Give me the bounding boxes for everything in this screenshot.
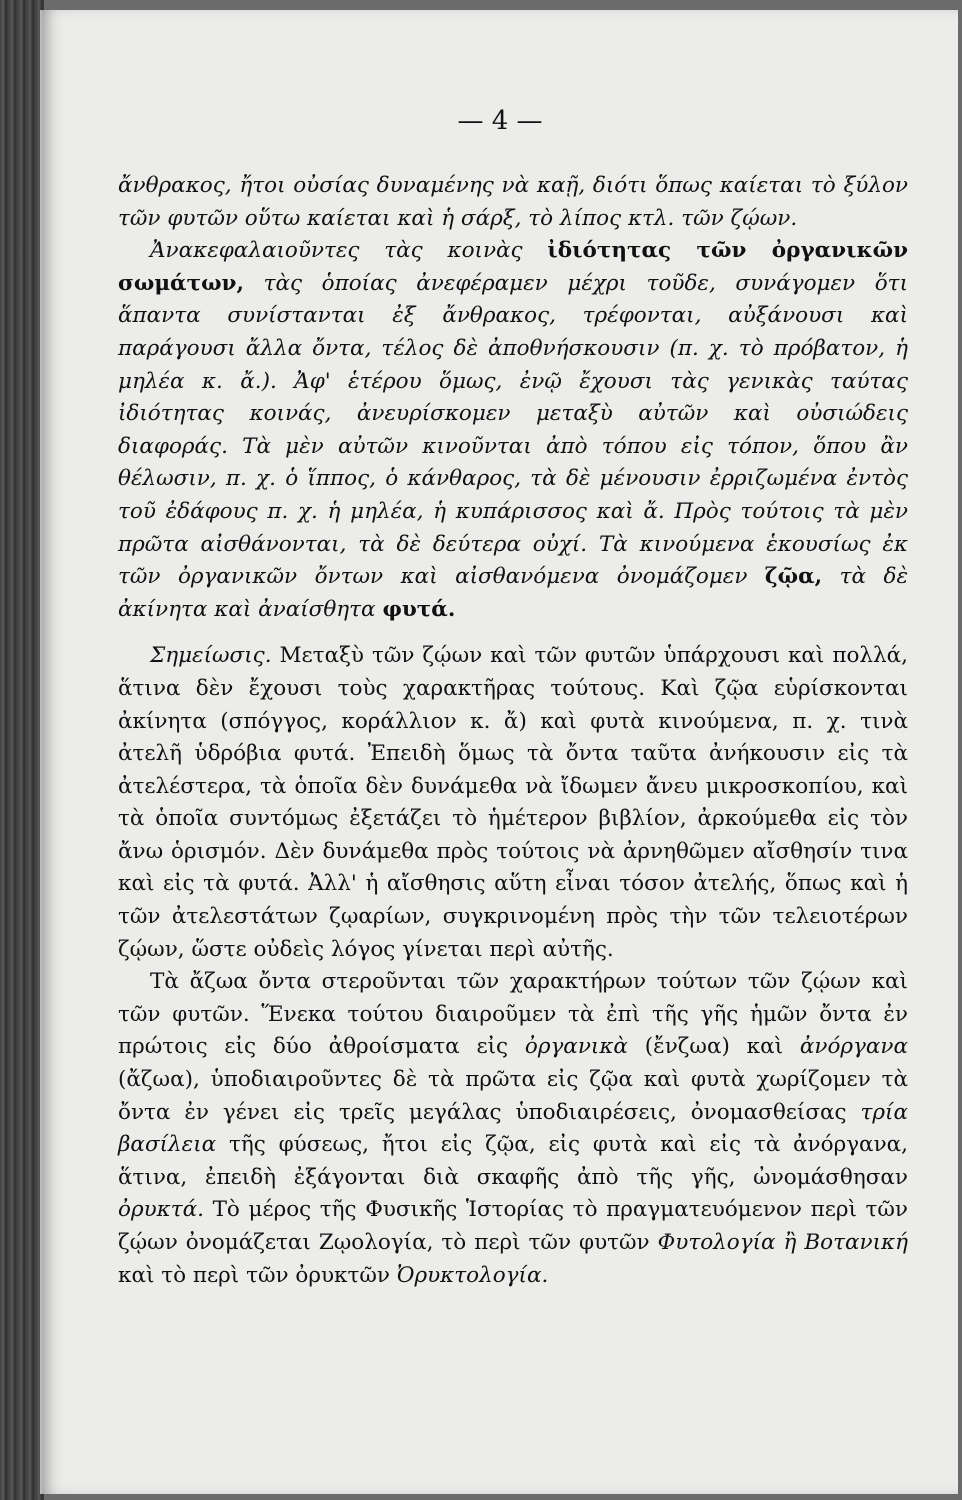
note-text: Μεταξὺ τῶν ζῴων καὶ τῶν φυτῶν ὑπάρχουσι καὶ πολλά, ἅτινα δὲν ἔχουσι τοὺς χαρακτῆρας τούτους. Καὶ ζῷα εὑρίσκονται ἀκίνητα (σπόγγος, κοράλλιον κ. ἄ) καὶ φυτὰ κινούμενα, π. χ. τινὰ ἀτελῆ ὑδρόβια φυτά. Ἐπειδὴ ὅμως τὰ ὄντα ταῦτα ἀνήκουσιν εἰς τὰ ἀτελέστερα, τὰ ὁποῖα δὲν δυνάμεθα νὰ ἴδωμεν ἄνευ μικροσκοπίου, καὶ τὰ ὁποῖα συντόμως ἐξετάζει τὸ ἡμέτερον βιβλίον, ἀρκούμεθα εἰς τὸν ἄνω ὁρισμόν. Δὲν δυνάμεθα πρὸς τούτοις νὰ ἀρνηθῶμεν αἴσθησίν τινα καὶ εἰς τὰ φυτά. Ἀλλ' ἡ αἴσθησις αὕτη εἶναι τόσον ἀτελής, ὅπως καὶ ἡ τῶν ἀτελεστάτων ζῳαρίων, συγκρινομένη πρὸς τὴν τῶν τελειοτέρων ζῴων, ὥστε οὐδεὶς λόγος γίνεται περὶ αὐτῆς. [118,643,908,962]
term-organic-properties: ἰδιότητας τῶν ὀργανικῶν σωμάτων, [118,238,909,296]
term-inorganic: ἀνόργανα [799,1034,908,1060]
note-label: Σημείωσις. [150,643,272,669]
term-organic: ὀργανικὰ [524,1034,628,1060]
paragraph-1: ἄνθρακος, ἤτοι οὐσίας δυναμένης νὰ καῇ, διότι ὅπως καίεται τὸ ξύλον τῶν φυτῶν οὕτω καίεται καὶ ἡ σάρξ, τὸ λίπος κτλ. τῶν ζῴων. [118,173,908,231]
book-binding [0,0,44,1500]
term-mineralogy: Ὀρυκτολογία. [396,1262,549,1288]
term-animals: ζῷα, [764,564,823,590]
page-number: — 4 — [457,106,543,136]
book-page [40,10,958,1494]
paragraph-4-part4: τῆς φύσεως, ἤτοι εἰς ζῷα, εἰς φυτὰ καὶ εἰς τὰ ἀνόργανα, ἅτινα, ἐπειδὴ ἐξάγονται διὰ σκαφῆς ἀπὸ τῆς γῆς, ὠνομάσθησαν [118,1132,908,1190]
paragraph-2-body: τὰς ὁποίας ἀνεφέραμεν μέχρι τοῦδε, συνάγομεν ὅτι ἅπαντα συνίστανται ἐξ ἄνθρακος, τρέφονται, αὐξάνουσι καὶ παράγουσι ἄλλα ὄντα, τέλος δὲ ἀποθνήσκουσιν (π. χ. τὸ πρόβατον, ἡ μηλέα κ. ἄ.). Ἀφ' ἑτέρου ὅμως, ἐνῷ ἔχουσι τὰς γενικὰς ταύτας ἰδιότητας κοινάς, ἀνευρίσκομεν μεταξὺ αὐτῶν καὶ οὐσιώδεις διαφοράς. Τὰ μὲν αὐτῶν κινοῦνται ἀπὸ τόπου εἰς τόπον, ὅπου ἂν θέλωσιν, π. χ. ὁ ἵππος, ὁ κάνθαρος, τὰ δὲ μένουσιν ἐρριζωμένα ἐντὸς τοῦ ἐδάφους π. χ. ἡ μηλέα, ἡ κυπάρισσος καὶ ἄ. Πρὸς τούτοις τὰ μὲν πρῶτα αἰσθάνονται, τὰ δὲ δεύτερα οὐχί. Τὰ κινούμενα ἑκουσίως ἐκ τῶν ὀργανικῶν ὄντων καὶ αἰσθανόμενα ὀνομάζομεν [118,270,908,590]
paragraph-4-part5: Τὸ μέρος τῆς Φυσικῆς Ἱστορίας τὸ πραγματευόμενον περὶ τῶν ζῴων ὀνομάζεται Ζῳολογία, τὸ περὶ τῶν φυτῶν [118,1197,908,1255]
paragraph-note [118,640,908,966]
term-botany: Φυτολογία ἢ Βοτανική [657,1230,908,1255]
paragraph-4-part2: (ἔνζωα) καὶ [644,1034,784,1060]
paragraph-4-part6: καὶ τὸ περὶ τῶν ὀρυκτῶν [118,1262,390,1288]
paragraph-2 [118,235,908,626]
term-plants: φυτά. [382,596,456,622]
paragraph-2-intro: Ἀνακεφαλαιοῦντες τὰς κοινὰς [150,238,523,264]
paragraph-4-part1: Τὰ ἄζωα ὄντα στεροῦνται τῶν χαρακτήρων τούτων τῶν ζῴων καὶ τῶν φυτῶν. Ἕνεκα τούτου διαιροῦμεν τὰ ἐπὶ τῆς γῆς ἡμῶν ὄντα ἐν πρώτοις εἰς δύο ἀθροίσματα εἰς [118,969,908,1060]
term-three-kingdoms: τρία βασίλεια [118,1099,908,1158]
page-body [118,170,908,1292]
paragraph-4-part3: (ἄζωα), ὑποδιαιροῦντες δὲ τὰ πρῶτα εἰς ζῷα καὶ φυτὰ χωρίζομεν τὰ ὄντα ἐν γένει εἰς τρεῖς μεγάλας ὑποδιαιρέσεις, ὀνομασθείσας [118,1067,908,1125]
paragraph-2-tail: τὰ δὲ ἀκίνητα καὶ ἀναίσθητα [118,564,908,622]
term-minerals: ὀρυκτά. [118,1197,204,1223]
paragraph-4 [118,966,908,1292]
